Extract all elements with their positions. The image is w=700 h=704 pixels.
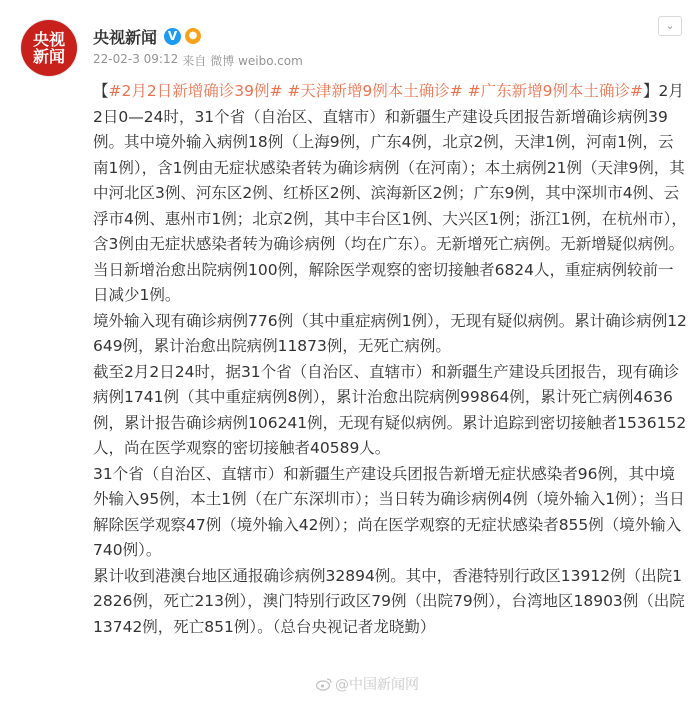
topic-link-2[interactable]: #天津新增9例本土确诊# bbox=[287, 82, 463, 100]
post-paragraph-5: 31个省（自治区、直辖市）和新疆生产建设兵团报告新增无症状感染者96例，其中境外输入95例，本土1例（在广东深圳市）；当日转为确诊病例4例（境外输入1例）；当日解除医学观察47例（境外输入42例）；尚在医学观察的无症状感染者855例（境外输入740例）。 bbox=[93, 464, 685, 559]
user-name[interactable]: 央视新闻 bbox=[93, 27, 158, 47]
avatar[interactable] bbox=[21, 20, 77, 76]
medal-icon: ● bbox=[185, 28, 201, 44]
watermark-text: @中国新闻网 bbox=[335, 677, 419, 693]
post-content bbox=[93, 79, 689, 640]
post-paragraph-6: 累计收到港澳台地区通报确诊病例32894例。其中，香港特别行政区13912例（出院12826例，死亡213例），澳门特别行政区79例（出院79例），台湾地区18903例（出院13742例，死亡851例）。（总台央视记者龙晓勤） bbox=[93, 566, 685, 636]
post-paragraph-3: 境外输入现有确诊病例776例（其中重症病例1例），无现有疑似病例。累计确诊病例12649例，累计治愈出院病例11873例，无死亡病例。 bbox=[93, 311, 687, 355]
topic-link-3[interactable]: #广东新增9例本土确诊# bbox=[467, 82, 643, 100]
bracket-open: 【 bbox=[93, 82, 109, 100]
post-meta bbox=[93, 52, 307, 69]
avatar-text-bottom: 新闻 bbox=[32, 47, 65, 66]
post-header bbox=[0, 0, 700, 80]
verified-icon: V bbox=[164, 28, 181, 45]
watermark bbox=[316, 674, 419, 694]
post-paragraph-2: 当日新增治愈出院病例100例，解除医学观察的密切接触者6824人，重症病例较前一日减少1例。 bbox=[93, 260, 674, 304]
from-label: 来自 bbox=[182, 54, 207, 68]
weibo-icon bbox=[316, 677, 332, 691]
avatar-text-top: 央视 bbox=[32, 30, 65, 49]
post-paragraph-1 bbox=[93, 79, 689, 258]
post-paragraph-4: 截至2月2日24时，据31个省（自治区、直辖市）和新疆生产建设兵团报告，现有确诊病例1741例（其中重症病例8例），累计治愈出院病例99864例，累计死亡病例4636例，累计报告确诊病例106241例，无现有疑似病例。累计追踪到密切接触者1536152人，尚在医学观察的密切接触者40589人。 bbox=[93, 362, 687, 457]
paragraph-1-text: 2月2日0—24时，31个省（自治区、直辖市）和新疆生产建设兵团报告新增确诊病例39例。其中境外输入病例18例（上海9例，广东4例，北京2例，天津1例，河南1例，云南1例），含1例由无症状感染者转为确诊病例（在河南）；本土病例21例（天津9例，其中河北区3例、河东区2例、红桥区2例、滨海新区2例；广东9例，其中深圳市4例、云浮市4例、惠州市1例；北京2例，其中丰台区1例、大兴区1例；浙江1例，在杭州市），含3例由无症状感染者转为确诊病例（均在广东）。无新增死亡病例。无新增疑似病例。 bbox=[93, 82, 687, 253]
bracket-close: 】 bbox=[643, 82, 659, 100]
topic-link-1[interactable]: #2月2日新增确诊39例# bbox=[108, 82, 283, 100]
user-name-row bbox=[93, 25, 201, 47]
post-source[interactable]: 微博 weibo.com bbox=[210, 54, 303, 68]
post-timestamp[interactable]: 22-02-3 09:12 bbox=[93, 52, 179, 66]
more-chevron-icon[interactable]: ⌄ bbox=[658, 16, 682, 36]
